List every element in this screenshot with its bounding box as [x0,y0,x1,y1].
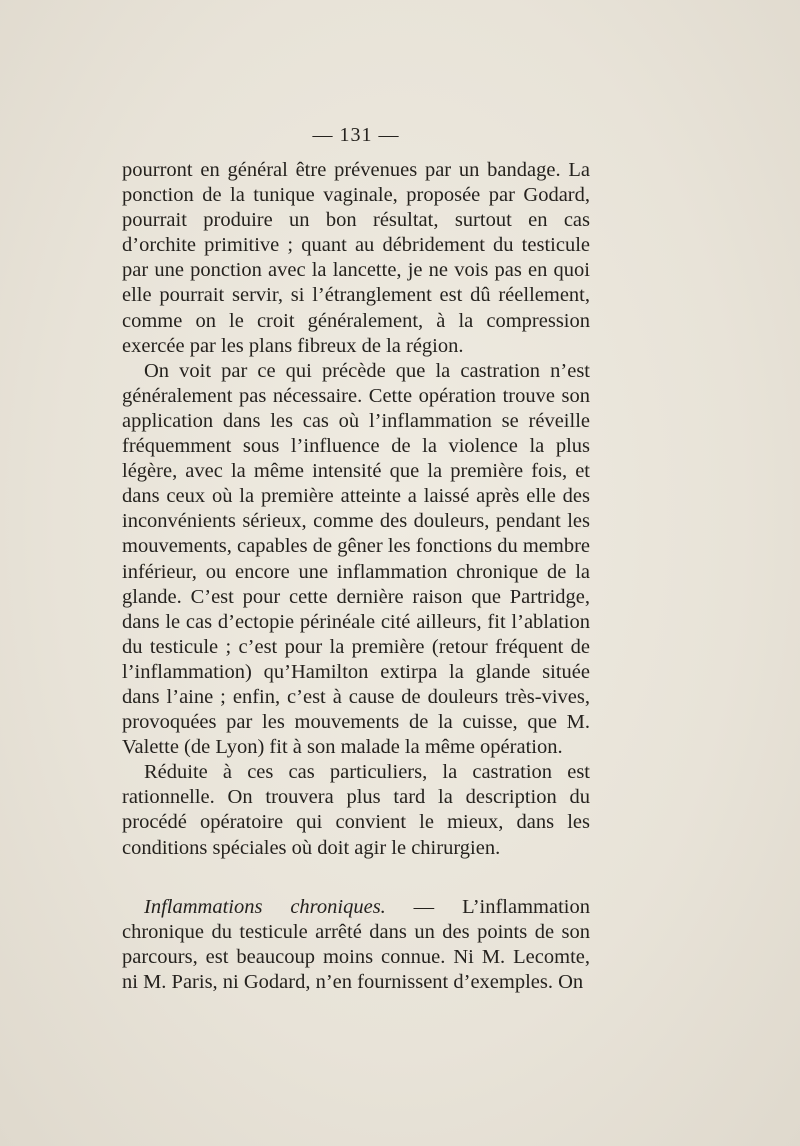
paragraph-1: pourront en général être prévenues par un bandage. La ponction de la tunique vaginale, proposée par Godard, pourrait produire un bon résultat, surtout en cas d’orchite primitive ; quant au débridement du testicule par une ponction avec la lancette, je ne vois pas en quoi elle pourrait servir, si l’étranglement est dû réellement, comme on le croit généralement, à la compression exercée par les plans fibreux de la région. [122,159,590,357]
section-title: Inflammations chroniques. [144,895,386,918]
section-text: — L’inflammation chronique du testicule arrêté dans un des points de son parcours, est beaucoup moins connue. Ni M. Lecomte, ni M. Paris, ni Godard, n’en fournissent d’exemples. On [122,895,590,993]
paragraph-3: Réduite à ces cas particuliers, la castration est rationnelle. On trouvera plus tard la description du procédé opératoire qui convient le mieux, dans les conditions spéciales où doit agir le chirurgien. [122,761,590,859]
body-text [122,158,590,995]
paragraph-2: On voit par ce qui précède que la castration n’est généralement pas nécessaire. Cette opération trouve son application dans les cas où l’inflammation se réveille fréquemment sous l’influence de la violence la plus légère, avec la même intensité que la première fois, et dans ceux où la première atteinte a laissé après elle des inconvénients sérieux, comme des douleurs, pendant les mouvements, capables de gêner les fonctions du membre inférieur, ou encore une inflammation chronique de la glande. C’est pour cette dernière raison que Partridge, dans le cas d’ectopie périnéale cité ailleurs, fit l’ablation du testicule ; c’est pour la première (retour fréquent de l’inflammation) qu’Hamilton extirpa la glande située dans l’aine ; enfin, c’est à cause de douleurs très-vives, provoquées par les mouvements de la cuisse, que M. Valette (de Lyon) fit à son malade la même opération. [122,359,590,759]
section-paragraph [122,895,590,995]
section-spacer [122,861,590,895]
page-number: — 131 — [312,124,400,146]
